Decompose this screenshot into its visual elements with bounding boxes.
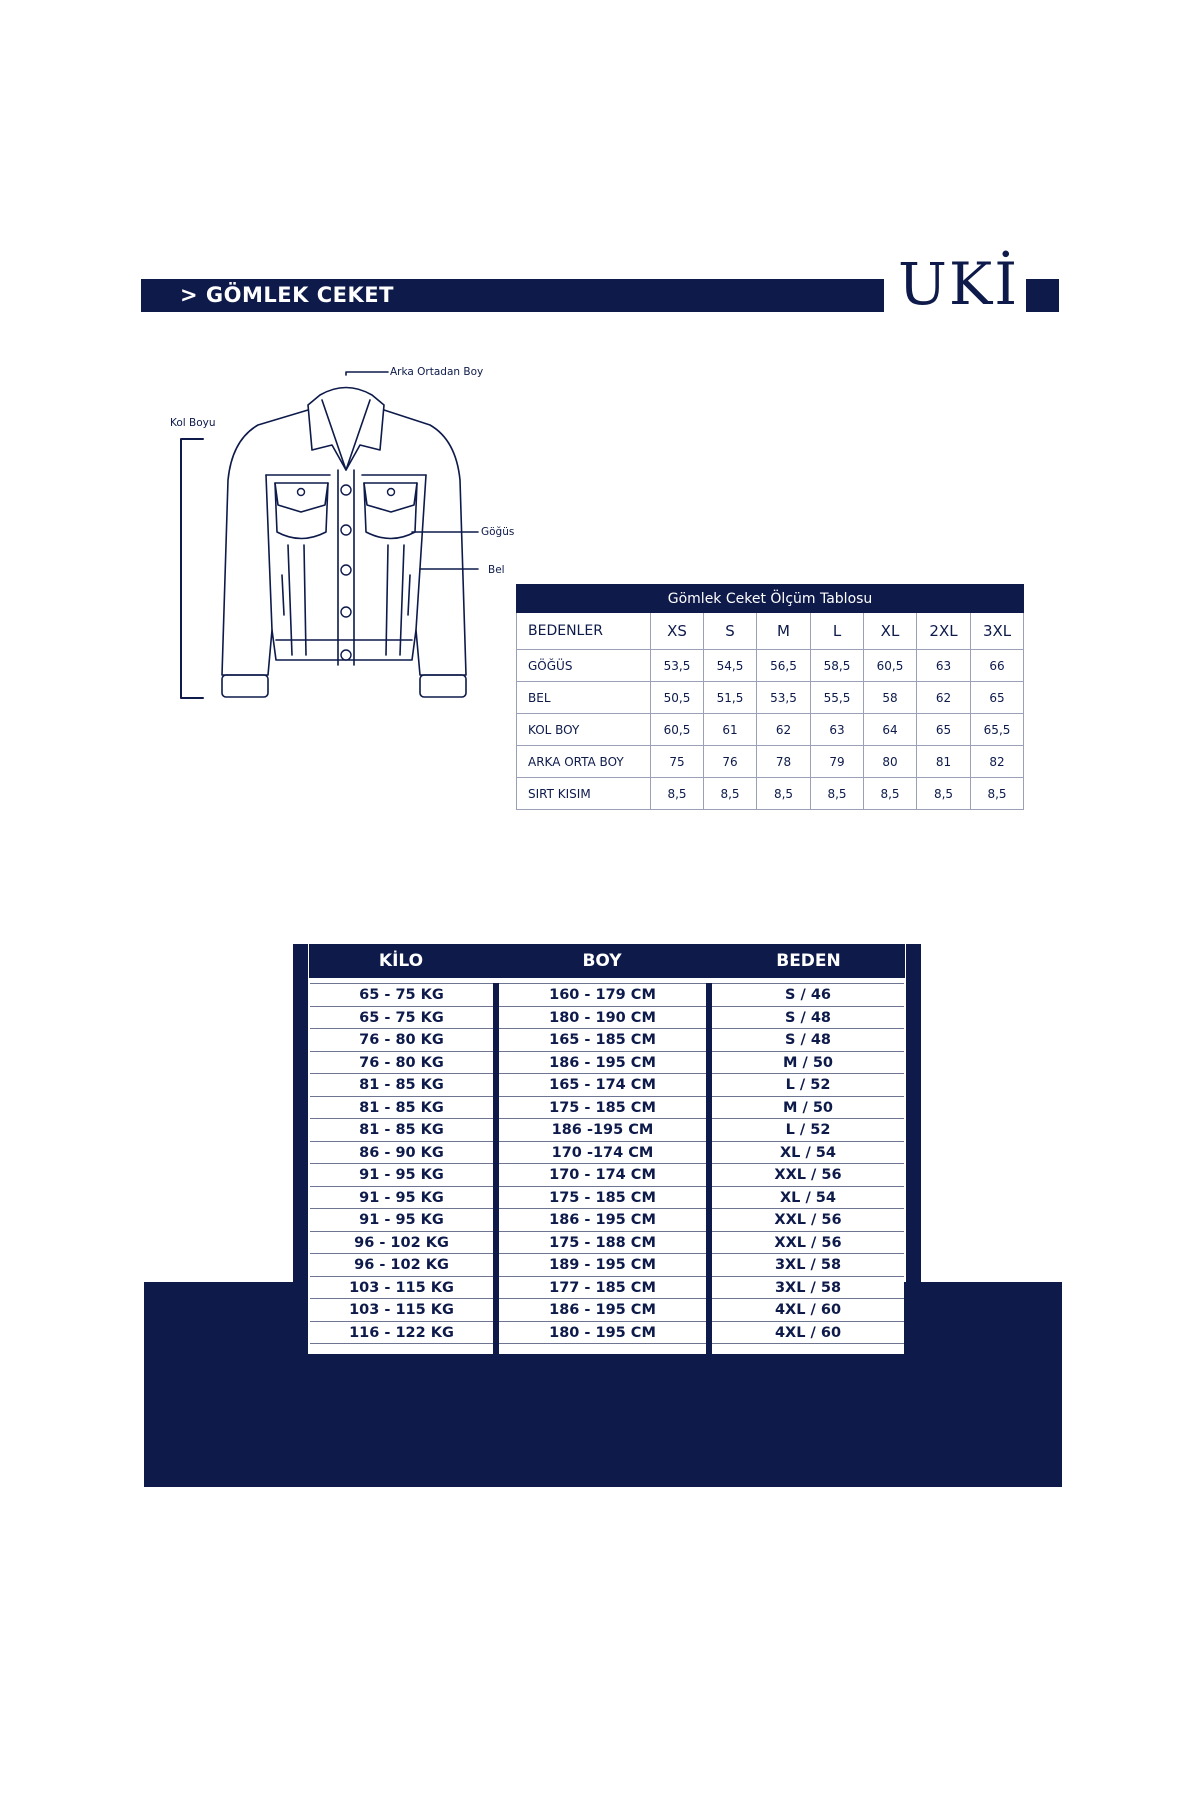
measurement-value: 65 bbox=[917, 714, 971, 746]
measurement-value: 82 bbox=[971, 746, 1024, 778]
kilo-cell: 65 - 75 KG bbox=[310, 984, 493, 1007]
kilo-cell: 96 - 102 KG bbox=[310, 1232, 493, 1255]
kilo-column bbox=[310, 983, 493, 1344]
beden-cell: XXL / 56 bbox=[712, 1164, 904, 1187]
header-beden: BEDEN bbox=[776, 951, 841, 971]
measurement-row bbox=[517, 714, 1024, 746]
beden-cell: L / 52 bbox=[712, 1074, 904, 1097]
beden-cell: L / 52 bbox=[712, 1119, 904, 1142]
measurement-value: 8,5 bbox=[917, 778, 971, 810]
beden-cell: S / 48 bbox=[712, 1029, 904, 1052]
measurement-row bbox=[517, 778, 1024, 810]
label-arka-ortadan-boy: Arka Ortadan Boy bbox=[390, 366, 484, 378]
beden-column bbox=[712, 983, 904, 1344]
boy-cell: 175 - 185 CM bbox=[499, 1187, 706, 1210]
boy-cell: 186 -195 CM bbox=[499, 1119, 706, 1142]
beden-cell: XXL / 56 bbox=[712, 1232, 904, 1255]
size-header: XL bbox=[864, 613, 917, 650]
measurement-value: 53,5 bbox=[757, 682, 811, 714]
boy-cell: 186 - 195 CM bbox=[499, 1299, 706, 1322]
measurement-row bbox=[517, 650, 1024, 682]
measurement-row-label: BEL bbox=[517, 682, 651, 714]
measurement-value: 61 bbox=[704, 714, 757, 746]
brand-logo: UKİ bbox=[898, 250, 1020, 318]
beden-cell: XL / 54 bbox=[712, 1187, 904, 1210]
kilo-cell: 91 - 95 KG bbox=[310, 1209, 493, 1232]
measurement-value: 65 bbox=[971, 682, 1024, 714]
measurement-table bbox=[516, 584, 1024, 810]
kilo-cell: 76 - 80 KG bbox=[310, 1029, 493, 1052]
measurement-row bbox=[517, 682, 1024, 714]
measurement-value: 8,5 bbox=[811, 778, 864, 810]
size-header: M bbox=[757, 613, 811, 650]
size-header: 2XL bbox=[917, 613, 971, 650]
boy-cell: 186 - 195 CM bbox=[499, 1209, 706, 1232]
beden-cell: 4XL / 60 bbox=[712, 1299, 904, 1322]
measurement-value: 54,5 bbox=[704, 650, 757, 682]
measurement-value: 79 bbox=[811, 746, 864, 778]
size-header: L bbox=[811, 613, 864, 650]
measurement-value: 78 bbox=[757, 746, 811, 778]
measurement-value: 58,5 bbox=[811, 650, 864, 682]
boy-cell: 175 - 185 CM bbox=[499, 1097, 706, 1120]
measurement-row-label: SIRT KISIM bbox=[517, 778, 651, 810]
measurement-value: 66 bbox=[971, 650, 1024, 682]
measurement-table-title: Gömlek Ceket Ölçüm Tablosu bbox=[517, 585, 1024, 613]
kilo-cell: 96 - 102 KG bbox=[310, 1254, 493, 1277]
beden-cell: S / 46 bbox=[712, 984, 904, 1007]
boy-cell: 165 - 174 CM bbox=[499, 1074, 706, 1097]
beden-cell: 3XL / 58 bbox=[712, 1277, 904, 1300]
measurement-value: 8,5 bbox=[971, 778, 1024, 810]
beden-cell: XXL / 56 bbox=[712, 1209, 904, 1232]
measurement-value: 8,5 bbox=[704, 778, 757, 810]
kilo-cell: 91 - 95 KG bbox=[310, 1187, 493, 1210]
measurement-value: 62 bbox=[917, 682, 971, 714]
boy-cell: 180 - 190 CM bbox=[499, 1007, 706, 1030]
measurement-value: 51,5 bbox=[704, 682, 757, 714]
beden-cell: M / 50 bbox=[712, 1052, 904, 1075]
size-guide-frame-left bbox=[293, 944, 308, 1354]
measurement-value: 60,5 bbox=[651, 714, 704, 746]
boy-cell: 165 - 185 CM bbox=[499, 1029, 706, 1052]
kilo-cell: 81 - 85 KG bbox=[310, 1074, 493, 1097]
beden-cell: S / 48 bbox=[712, 1007, 904, 1030]
beden-cell: XL / 54 bbox=[712, 1142, 904, 1165]
kilo-cell: 81 - 85 KG bbox=[310, 1119, 493, 1142]
jacket-diagram bbox=[150, 360, 530, 720]
boy-cell: 170 - 174 CM bbox=[499, 1164, 706, 1187]
size-header: 3XL bbox=[971, 613, 1024, 650]
measurement-value: 50,5 bbox=[651, 682, 704, 714]
measurement-value: 58 bbox=[864, 682, 917, 714]
measurement-value: 81 bbox=[917, 746, 971, 778]
measurement-value: 64 bbox=[864, 714, 917, 746]
boy-cell: 160 - 179 CM bbox=[499, 984, 706, 1007]
measurement-value: 8,5 bbox=[757, 778, 811, 810]
measurement-row-label: ARKA ORTA BOY bbox=[517, 746, 651, 778]
measurement-corner-label: BEDENLER bbox=[517, 613, 651, 650]
measurement-value: 53,5 bbox=[651, 650, 704, 682]
kilo-cell: 86 - 90 KG bbox=[310, 1142, 493, 1165]
measurement-value: 60,5 bbox=[864, 650, 917, 682]
measurement-value: 8,5 bbox=[651, 778, 704, 810]
beden-cell: 3XL / 58 bbox=[712, 1254, 904, 1277]
measurement-row bbox=[517, 746, 1024, 778]
boy-cell: 170 -174 CM bbox=[499, 1142, 706, 1165]
measurement-value: 56,5 bbox=[757, 650, 811, 682]
page-title: > GÖMLEK CEKET bbox=[180, 283, 394, 307]
label-gogus: Göğüs bbox=[481, 526, 515, 538]
measurement-value: 75 bbox=[651, 746, 704, 778]
beden-cell: M / 50 bbox=[712, 1097, 904, 1120]
measurement-row-label: KOL BOY bbox=[517, 714, 651, 746]
beden-cell: 4XL / 60 bbox=[712, 1322, 904, 1345]
kilo-cell: 103 - 115 KG bbox=[310, 1299, 493, 1322]
kilo-cell: 76 - 80 KG bbox=[310, 1052, 493, 1075]
kilo-cell: 91 - 95 KG bbox=[310, 1164, 493, 1187]
header-boy: BOY bbox=[582, 951, 622, 971]
boy-column bbox=[499, 983, 706, 1344]
kilo-cell: 81 - 85 KG bbox=[310, 1097, 493, 1120]
measurement-value: 62 bbox=[757, 714, 811, 746]
kilo-cell: 65 - 75 KG bbox=[310, 1007, 493, 1030]
size-guide-frame-right bbox=[906, 944, 921, 1354]
measurement-row-label: GÖĞÜS bbox=[517, 650, 651, 682]
measurement-value: 63 bbox=[811, 714, 864, 746]
kilo-cell: 116 - 122 KG bbox=[310, 1322, 493, 1345]
kilo-cell: 103 - 115 KG bbox=[310, 1277, 493, 1300]
measurement-value: 65,5 bbox=[971, 714, 1024, 746]
header-kilo: KİLO bbox=[378, 951, 424, 971]
label-kol-boyu: Kol Boyu bbox=[170, 417, 216, 429]
measurement-value: 55,5 bbox=[811, 682, 864, 714]
measurement-value: 8,5 bbox=[864, 778, 917, 810]
boy-cell: 186 - 195 CM bbox=[499, 1052, 706, 1075]
boy-cell: 180 - 195 CM bbox=[499, 1322, 706, 1345]
label-bel: Bel bbox=[488, 564, 505, 576]
boy-cell: 175 - 188 CM bbox=[499, 1232, 706, 1255]
logo-square bbox=[1026, 279, 1059, 312]
measurement-value: 80 bbox=[864, 746, 917, 778]
size-header: S bbox=[704, 613, 757, 650]
boy-cell: 189 - 195 CM bbox=[499, 1254, 706, 1277]
measurement-value: 63 bbox=[917, 650, 971, 682]
size-header: XS bbox=[651, 613, 704, 650]
measurement-value: 76 bbox=[704, 746, 757, 778]
boy-cell: 177 - 185 CM bbox=[499, 1277, 706, 1300]
